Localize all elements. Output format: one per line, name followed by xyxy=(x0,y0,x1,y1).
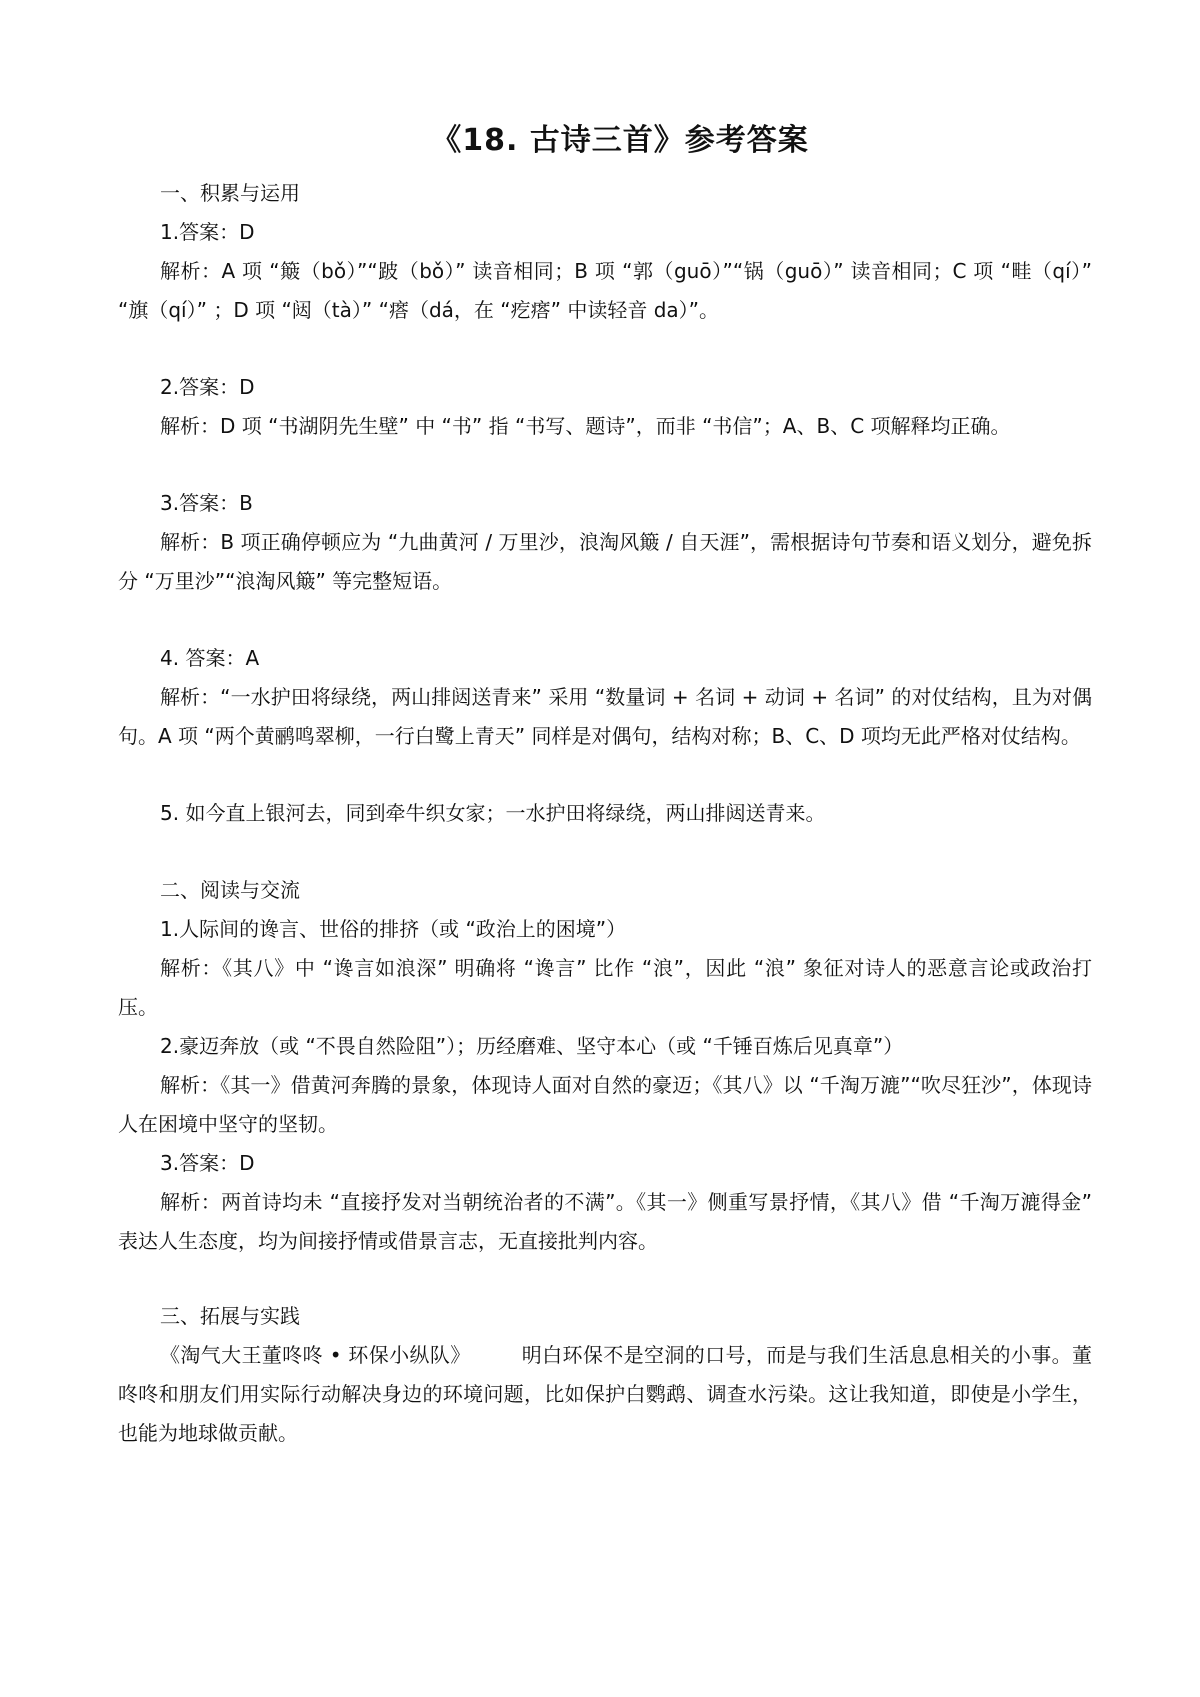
q5-answer: 5. 如今直上银河去，同到牵牛织女家；一水护田将绿绕，两山排闼送青来。 xyxy=(160,801,826,825)
section-heading-accumulation: 一、积累与运用 xyxy=(160,181,300,205)
reading-q3-answer: 3.答案：D xyxy=(160,1151,255,1175)
q1-explanation: 解析：A 项 “簸（bǒ）”“跛（bǒ）” 读音相同；B 项 “郭（guō）”“锅（guō）” 读音相同；C 项 “畦（qí）” “旗（qí）” ；D 项 “闼（tà）” “瘩（dá，在 “疙瘩” 中读轻音 da）”。 xyxy=(118,259,1092,322)
section-heading-reading: 二、阅读与交流 xyxy=(160,878,300,902)
reading-q1-answer: 1.人际间的谗言、世俗的排挤（或 “政治上的困境”） xyxy=(160,917,627,941)
q1-answer: 1.答案：D xyxy=(160,220,255,244)
reading-q2-explanation: 解析：《其一》借黄河奔腾的景象，体现诗人面对自然的豪迈；《其八》以 “千淘万漉”“吹尽狂沙”，体现诗人在困境中坚守的坚韧。 xyxy=(118,1073,1092,1136)
q2-explanation: 解析：D 项 “书湖阴先生壁” 中 “书” 指 “书写、题诗”，而非 “书信”；A、B、C 项解释均正确。 xyxy=(160,414,1011,438)
page-title: 《18. 古诗三首》参考答案 xyxy=(431,123,809,158)
q4-explanation: 解析：“一水护田将绿绕，两山排闼送青来” 采用 “数量词 + 名词 + 动词 + 名词” 的对仗结构，且为对偶句。A 项 “两个黄鹂鸣翠柳，一行白鹭上青天” 同样是对偶句，结构对称；B、C、D 项均无此严格对仗结构。 xyxy=(118,685,1092,748)
q2-answer: 2.答案：D xyxy=(160,375,255,399)
reading-q3-explanation: 解析：两首诗均未 “直接抒发对当朝统治者的不满”。《其一》侧重写景抒情，《其八》借 “千淘万漉得金” 表达人生态度，均为间接抒情或借景言志，无直接批判内容。 xyxy=(118,1190,1092,1253)
q3-explanation: 解析：B 项正确停顿应为 “九曲黄河 / 万里沙，浪淘风簸 / 自天涯”，需根据诗句节奏和语义划分，避免拆分 “万里沙”“浪淘风簸” 等完整短语。 xyxy=(118,530,1092,593)
practice-body: 《淘气大王董咚咚 • 环保小纵队》 明白环保不是空洞的口号，而是与我们生活息息相关的小事。董咚咚和朋友们用实际行动解决身边的环境问题，比如保护白鹦鹉、调查水污染。这让我知道，即使是小学生，也能为地球做贡献。 xyxy=(118,1343,1092,1445)
q3-answer: 3.答案：B xyxy=(160,491,253,515)
section-heading-practice: 三、拓展与实践 xyxy=(160,1304,300,1328)
q4-answer: 4. 答案：A xyxy=(160,646,260,670)
reading-q1-explanation: 解析：《其八》中 “谗言如浪深” 明确将 “谗言” 比作 “浪”，因此 “浪” 象征对诗人的恶意言论或政治打压。 xyxy=(118,956,1092,1019)
reading-q2-answer: 2.豪迈奔放（或 “不畏自然险阻”）；历经磨难、坚守本心（或 “千锤百炼后见真章”） xyxy=(160,1034,904,1058)
